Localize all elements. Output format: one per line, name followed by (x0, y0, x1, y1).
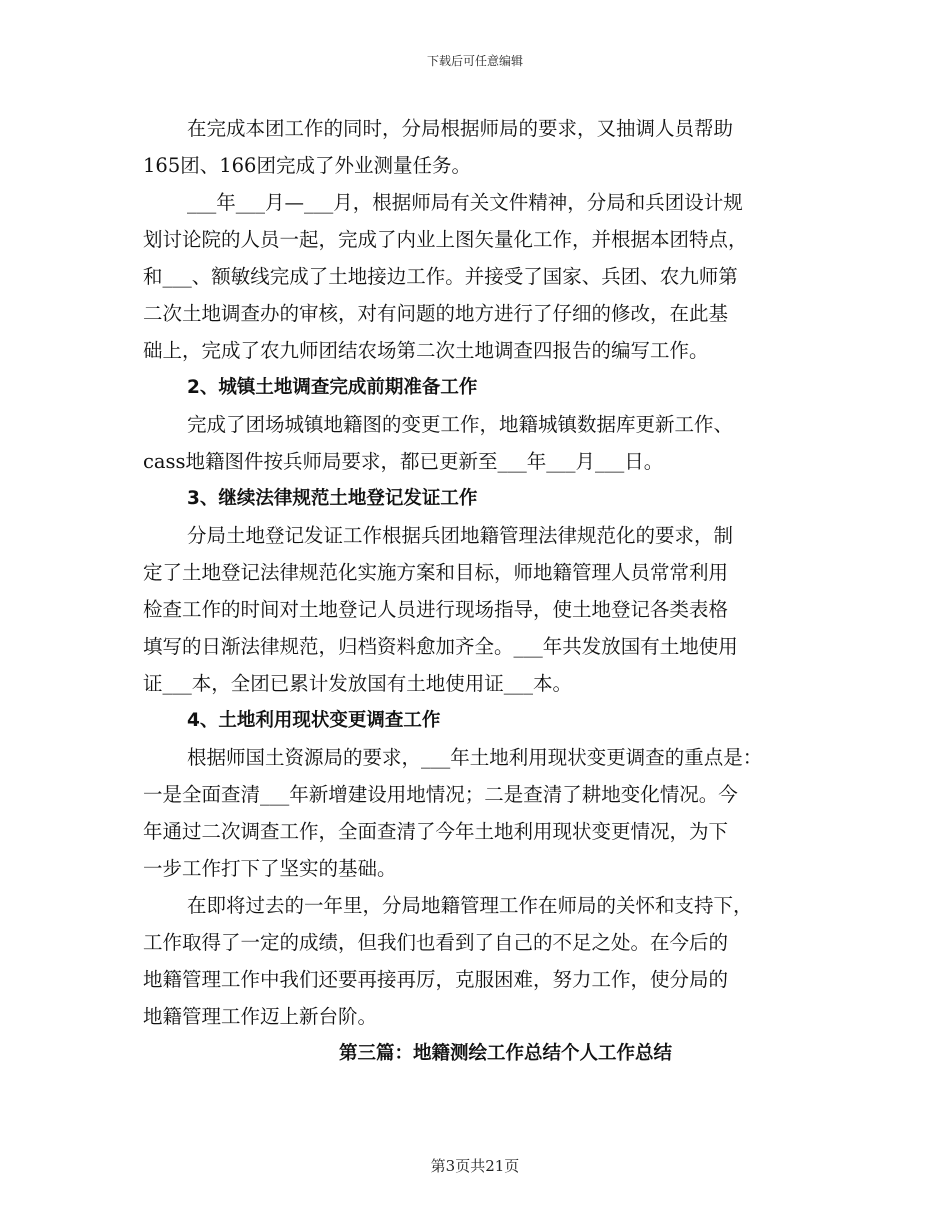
paragraph-line: 在即将过去的一年里，分局地籍管理工作在师局的关怀和支持下， (187, 894, 753, 917)
paragraph-line: 证___本，全团已累计发放国有土地使用证___本。 (143, 672, 573, 695)
paragraph-line: 分局土地登记发证工作根据兵团地籍管理法律规范化的要求，制 (187, 524, 734, 547)
paragraph-line: 划讨论院的人员一起，完成了内业上图矢量化工作，并根据本团特点， (143, 228, 748, 251)
paragraph-line: 工作取得了一定的成绩，但我们也看到了自己的不足之处。在今后的 (143, 931, 729, 954)
paragraph-line: 一步工作打下了坚实的基础。 (143, 857, 397, 880)
paragraph-line: 二次土地调查办的审核，对有问题的地方进行了仔细的修改，在此基 (143, 302, 729, 325)
paragraph-line: 检查工作的时间对土地登记人员进行现场指导，使土地登记各类表格 (143, 598, 729, 621)
paragraph-line: 完成了团场城镇地籍图的变更工作，地籍城镇数据库更新工作、 (187, 413, 734, 436)
paragraph-line: 165团、166团完成了外业测量任务。 (143, 154, 471, 177)
paragraph-line: 一是全面查清___年新增建设用地情况；二是查清了耕地变化情况。今 (143, 783, 738, 806)
page-header: 下载后可任意编辑 (426, 54, 523, 68)
paragraph-line: 年通过二次调查工作，全面查清了今年土地利用现状变更情况，为下 (143, 820, 729, 843)
paragraph-line: 在完成本团工作的同时，分局根据师局的要求，又抽调人员帮助 (187, 117, 734, 140)
paragraph-line: cass地籍图件按兵师局要求，都已更新至___年___月___日。 (143, 450, 664, 473)
chapter-title: 第三篇：地籍测绘工作总结个人工作总结 (338, 1043, 672, 1064)
section-heading: 2、城镇土地调查完成前期准备工作 (187, 377, 478, 398)
paragraph-line: 础上，完成了农九师团结农场第二次土地调查四报告的编写工作。 (143, 339, 709, 362)
paragraph-line: 和___、额敏线完成了土地接边工作。并接受了国家、兵团、农九师第 (143, 265, 738, 288)
paragraph-line: 填写的日渐法律规范，归档资料愈加齐全。___年共发放国有土地使用 (143, 635, 738, 658)
section-heading: 4、土地利用现状变更调查工作 (187, 710, 441, 731)
section-heading: 3、继续法律规范土地登记发证工作 (187, 488, 478, 509)
paragraph-line: ___年___月—___月，根据师局有关文件精神，分局和兵团设计规 (187, 191, 743, 214)
paragraph-line: 地籍管理工作迈上新台阶。 (143, 1005, 378, 1028)
paragraph-line: 根据师国土资源局的要求，___年土地利用现状变更调查的重点是： (187, 746, 763, 769)
paragraph-line: 定了土地登记法律规范化实施方案和目标，师地籍管理人员常常利用 (143, 561, 729, 584)
paragraph-line: 地籍管理工作中我们还要再接再厉，克服困难，努力工作，使分局的 (143, 968, 729, 991)
page-number: 第3页共21页 (430, 1157, 520, 1175)
document-body (143, 110, 828, 1072)
